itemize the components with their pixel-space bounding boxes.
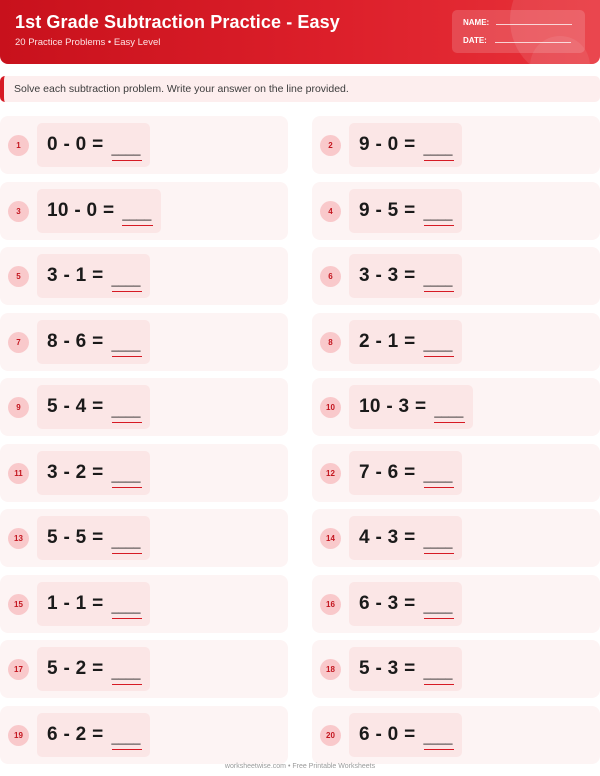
problem-card <box>0 313 288 371</box>
equation-text: 5 - 5 = <box>47 527 104 548</box>
worksheet-header <box>0 0 600 64</box>
equation-text: 6 - 2 = <box>47 723 104 745</box>
problem-card <box>312 444 600 502</box>
equation-box <box>349 123 462 167</box>
equation-text: 8 - 6 = <box>47 330 104 352</box>
problem-card <box>0 182 288 240</box>
problem-card <box>312 378 600 436</box>
problem-card <box>0 378 288 436</box>
equation-box <box>37 385 150 429</box>
problem-number-badge: 18 <box>320 659 341 680</box>
problem-card <box>0 706 288 764</box>
equation-text: 9 - 5 = <box>359 199 416 221</box>
problem-card <box>0 640 288 698</box>
problem-card <box>312 116 600 174</box>
problem-card <box>312 313 600 371</box>
answer-line[interactable]: ____ <box>424 593 453 614</box>
equation-text: 10 - 0 = <box>47 199 115 221</box>
problem-number-badge: 2 <box>320 135 341 156</box>
equation-text: 3 - 2 = <box>47 461 104 483</box>
equation-text: 5 - 2 = <box>47 658 104 679</box>
problem-number-badge: 11 <box>8 463 29 484</box>
equation-text: 0 - 0 = <box>47 134 104 155</box>
answer-line[interactable]: ____ <box>424 528 453 549</box>
equation-text: 6 - 0 = <box>359 723 416 745</box>
date-label: DATE: <box>463 36 487 45</box>
equation-box <box>37 647 150 691</box>
problem-card <box>312 575 600 633</box>
problem-card <box>0 509 288 567</box>
problem-card <box>312 247 600 305</box>
equation-box <box>349 582 462 626</box>
problem-number-badge: 15 <box>8 594 29 615</box>
equation-text: 4 - 3 = <box>359 527 416 548</box>
answer-line[interactable]: ____ <box>112 135 141 156</box>
equation-box <box>349 451 462 495</box>
name-date-box <box>452 10 585 53</box>
equation-text: 3 - 1 = <box>47 265 104 286</box>
problem-number-badge: 8 <box>320 332 341 353</box>
equation-text: 9 - 0 = <box>359 134 416 155</box>
name-field[interactable] <box>463 18 572 27</box>
answer-line[interactable]: ____ <box>424 331 453 352</box>
equation-box <box>37 451 150 495</box>
problem-number-badge: 6 <box>320 266 341 287</box>
answer-line[interactable]: ____ <box>112 266 141 287</box>
problem-card <box>0 575 288 633</box>
problem-number-badge: 1 <box>8 135 29 156</box>
name-line[interactable] <box>496 24 572 25</box>
equation-text: 5 - 3 = <box>359 658 416 679</box>
equation-text: 2 - 1 = <box>359 330 416 352</box>
date-field[interactable] <box>463 36 571 45</box>
equation-text: 5 - 4 = <box>47 396 104 417</box>
equation-box <box>349 254 462 298</box>
equation-box <box>37 123 150 167</box>
problem-card <box>312 182 600 240</box>
answer-line[interactable]: ____ <box>112 397 141 418</box>
problem-number-badge: 14 <box>320 528 341 549</box>
equation-box <box>37 582 150 626</box>
equation-box <box>37 254 150 298</box>
date-line[interactable] <box>495 42 571 43</box>
equation-box <box>349 713 462 757</box>
problem-number-badge: 12 <box>320 463 341 484</box>
instructions-text: Solve each subtraction problem. Write your answer on the line provided. <box>14 83 349 95</box>
equation-box <box>349 385 473 429</box>
problem-card <box>0 247 288 305</box>
answer-line[interactable]: ____ <box>112 528 141 549</box>
problem-card <box>312 706 600 764</box>
worksheet-subtitle: 20 Practice Problems • Easy Level <box>15 37 161 48</box>
footer-text: worksheetwise.com • Free Printable Worksheets <box>224 763 376 770</box>
equation-text: 10 - 3 = <box>359 396 427 417</box>
problem-card <box>312 509 600 567</box>
equation-text: 3 - 3 = <box>359 265 416 286</box>
equation-box <box>349 516 462 560</box>
problem-number-badge: 7 <box>8 332 29 353</box>
answer-line[interactable]: ____ <box>112 462 141 483</box>
answer-line[interactable]: ____ <box>122 200 151 221</box>
answer-line[interactable]: ____ <box>434 397 463 418</box>
problem-number-badge: 3 <box>8 201 29 222</box>
equation-box <box>37 516 150 560</box>
equation-text: 7 - 6 = <box>359 461 416 483</box>
problem-number-badge: 17 <box>8 659 29 680</box>
problem-card <box>0 444 288 502</box>
problem-number-badge: 5 <box>8 266 29 287</box>
problem-card <box>312 640 600 698</box>
answer-line[interactable]: ____ <box>112 331 141 352</box>
answer-line[interactable]: ____ <box>112 659 141 680</box>
problem-number-badge: 13 <box>8 528 29 549</box>
problem-card <box>0 116 288 174</box>
problem-number-badge: 16 <box>320 594 341 615</box>
answer-line[interactable]: ____ <box>112 593 141 614</box>
equation-box <box>349 189 462 233</box>
name-label: NAME: <box>463 18 490 27</box>
equation-box <box>349 647 462 691</box>
instructions-banner <box>0 76 600 102</box>
problem-number-badge: 10 <box>320 397 341 418</box>
equation-text: 1 - 1 = <box>47 592 104 614</box>
problem-number-badge: 4 <box>320 201 341 222</box>
answer-line[interactable]: ____ <box>424 200 453 221</box>
answer-line[interactable]: ____ <box>424 135 453 156</box>
equation-box <box>349 320 462 364</box>
equation-box <box>37 189 161 233</box>
answer-line[interactable]: ____ <box>112 724 141 745</box>
equation-text: 6 - 3 = <box>359 592 416 614</box>
answer-line[interactable]: ____ <box>424 724 453 745</box>
answer-line[interactable]: ____ <box>424 266 453 287</box>
equation-box <box>37 320 150 364</box>
problem-number-badge: 9 <box>8 397 29 418</box>
problem-number-badge: 19 <box>8 725 29 746</box>
problem-number-badge: 20 <box>320 725 341 746</box>
worksheet-title: 1st Grade Subtraction Practice - Easy <box>15 12 340 32</box>
answer-line[interactable]: ____ <box>424 462 453 483</box>
answer-line[interactable]: ____ <box>424 659 453 680</box>
equation-box <box>37 713 150 757</box>
